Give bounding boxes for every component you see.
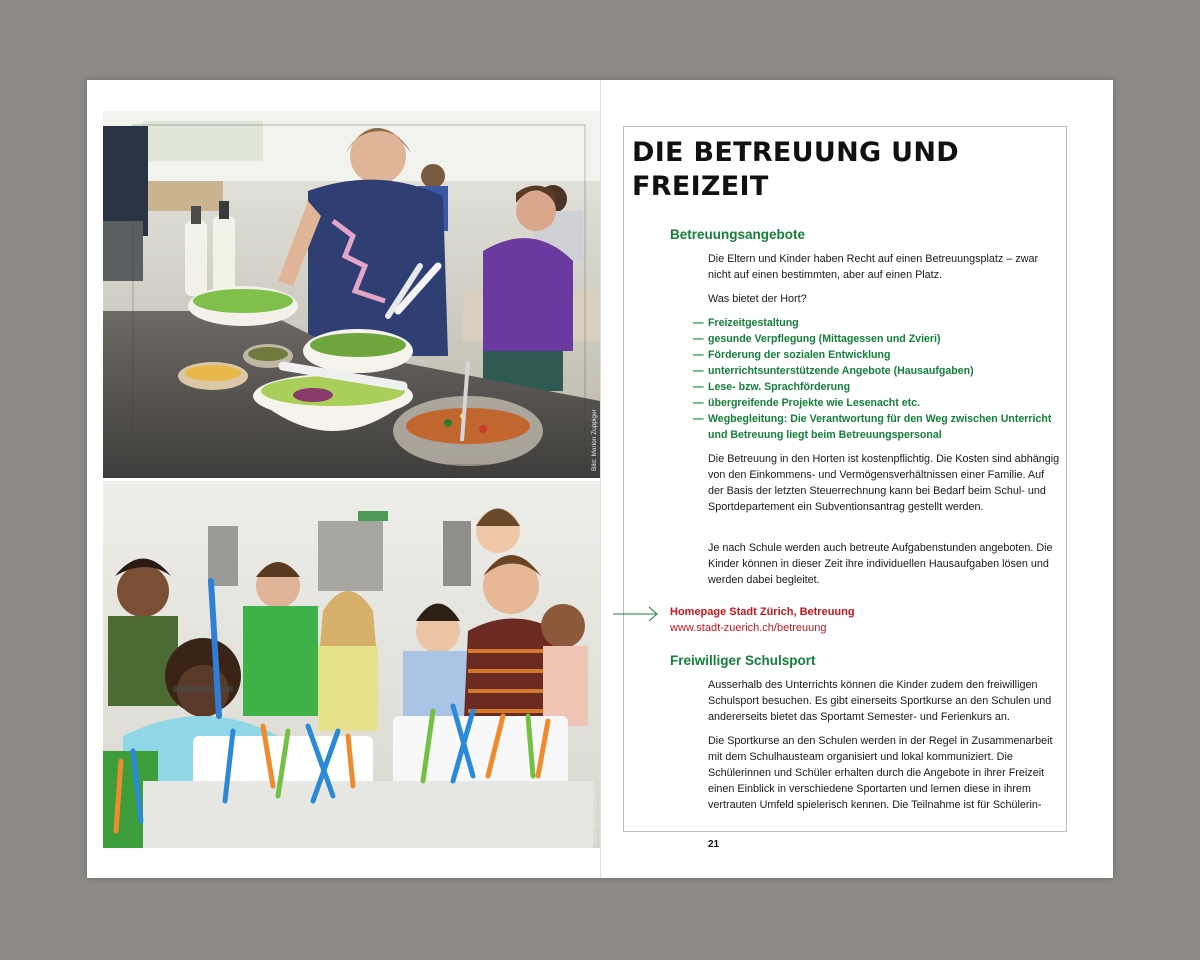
list-item — [693, 315, 1063, 331]
para-intro — [708, 251, 1060, 283]
photo-credit-top: Bild: Marion Zuppiger — [591, 409, 598, 471]
para-schulsport-1 — [708, 677, 1060, 725]
page-gutter — [600, 80, 601, 878]
list-item-text: Lese- bzw. Sprachförderung — [708, 381, 851, 393]
offer-list — [693, 315, 1063, 443]
list-item-text: gesunde Verpflegung (Mittagessen und Zvieri) — [708, 333, 941, 345]
list-item-text: Förderung der sozialen Entwicklung — [708, 349, 891, 361]
list-item — [693, 347, 1063, 363]
list-item — [693, 395, 1063, 411]
homepage-link[interactable] — [670, 604, 855, 636]
page-number: 21 — [708, 839, 720, 850]
list-item-text: Freizeitgestaltung — [708, 317, 799, 329]
costs-text: Die Betreuung in den Horten ist kostenpflichtig. Die Kosten sind abhängig von den Einkommens- und Vermögensverhältnissen einer Familie. Auf der Basis der letzten Steuerrechnung kann bei Bedarf beim Schul- und Sportdepartement ein Subventionsantrag gestellt werden. — [708, 453, 1060, 513]
para-schulsport-2 — [708, 733, 1063, 813]
question-text: Was bietet der Hort? — [708, 293, 807, 305]
homework-text: Je nach Schule werden auch betreute Aufgabenstunden angeboten. Die Kinder können in dieser Zeit ihre individuellen Hausaufgaben lösen und werden dabei begleitet. — [708, 542, 1053, 586]
dash-bullet: — — [693, 397, 704, 409]
dash-bullet: — — [693, 413, 704, 425]
dash-bullet: — — [693, 317, 704, 329]
page-title: DIE BETREUUNG UND FREIZEIT — [632, 137, 960, 202]
link-title[interactable]: Homepage Stadt Zürich, Betreuung — [670, 606, 855, 618]
list-item-text: Wegbegleitung: Die Verantwortung für den Weg zwischen Unterricht und Betreuung liegt beim Betreuungspersonal — [708, 413, 1052, 441]
para-homework — [708, 540, 1060, 588]
arrow-right-icon — [613, 606, 661, 622]
heading-betreuungsangebote: Betreuungsangebote — [670, 227, 806, 242]
schulsport-text-2: Die Sportkurse an den Schulen werden in der Regel in Zusammenarbeit mit dem Schulhausteam organisiert und lokal kommuniziert. Die Schülerinnen und Schüler erhalten durch die Angebote in ihrer Freizeit einen Einblick in verschiedene Sportarten und lernen diese in ihrem vertrauten Umfeld spielerisch kennen. Die Teilnahme ist für Schülerin- — [708, 735, 1053, 811]
list-item — [693, 411, 1053, 443]
list-item-text: übergreifende Projekte wie Lesenacht etc. — [708, 397, 920, 409]
toothbrush-scene-illustration — [103, 481, 600, 848]
brochure-spread — [87, 80, 1113, 878]
photo-toothbrushes — [103, 481, 600, 848]
para-costs — [708, 451, 1060, 515]
photo-credit-bottom: Bild: Marion Zuppiger — [591, 783, 598, 845]
dash-bullet: — — [693, 349, 704, 361]
heading-schulsport: Freiwilliger Schulsport — [670, 653, 816, 668]
schulsport-text-1: Ausserhalb des Unterrichts können die Kinder zudem den freiwilligen Schulsport besuchen. Es gibt einerseits Sportkurse an den Schulen und andererseits bietet das Sportamt Semester- und Ferienkurs an. — [708, 679, 1052, 723]
link-url[interactable]: www.stadt-zuerich.ch/betreuung — [670, 622, 827, 634]
list-item — [693, 331, 1063, 347]
intro-text: Die Eltern und Kinder haben Recht auf einen Betreuungsplatz – zwar nicht auf einen bestimmten, aber auf einen Platz. — [708, 253, 1039, 281]
dash-bullet: — — [693, 365, 704, 377]
list-item — [693, 379, 1063, 395]
dash-bullet: — — [693, 333, 704, 345]
para-question — [708, 291, 1060, 307]
lunch-scene-illustration — [103, 111, 600, 478]
list-item-text: unterrichtsunterstützende Angebote (Hausaufgaben) — [708, 365, 974, 377]
dash-bullet: — — [693, 381, 704, 393]
list-item — [693, 363, 1063, 379]
photo-lunch-kitchen — [103, 111, 600, 478]
